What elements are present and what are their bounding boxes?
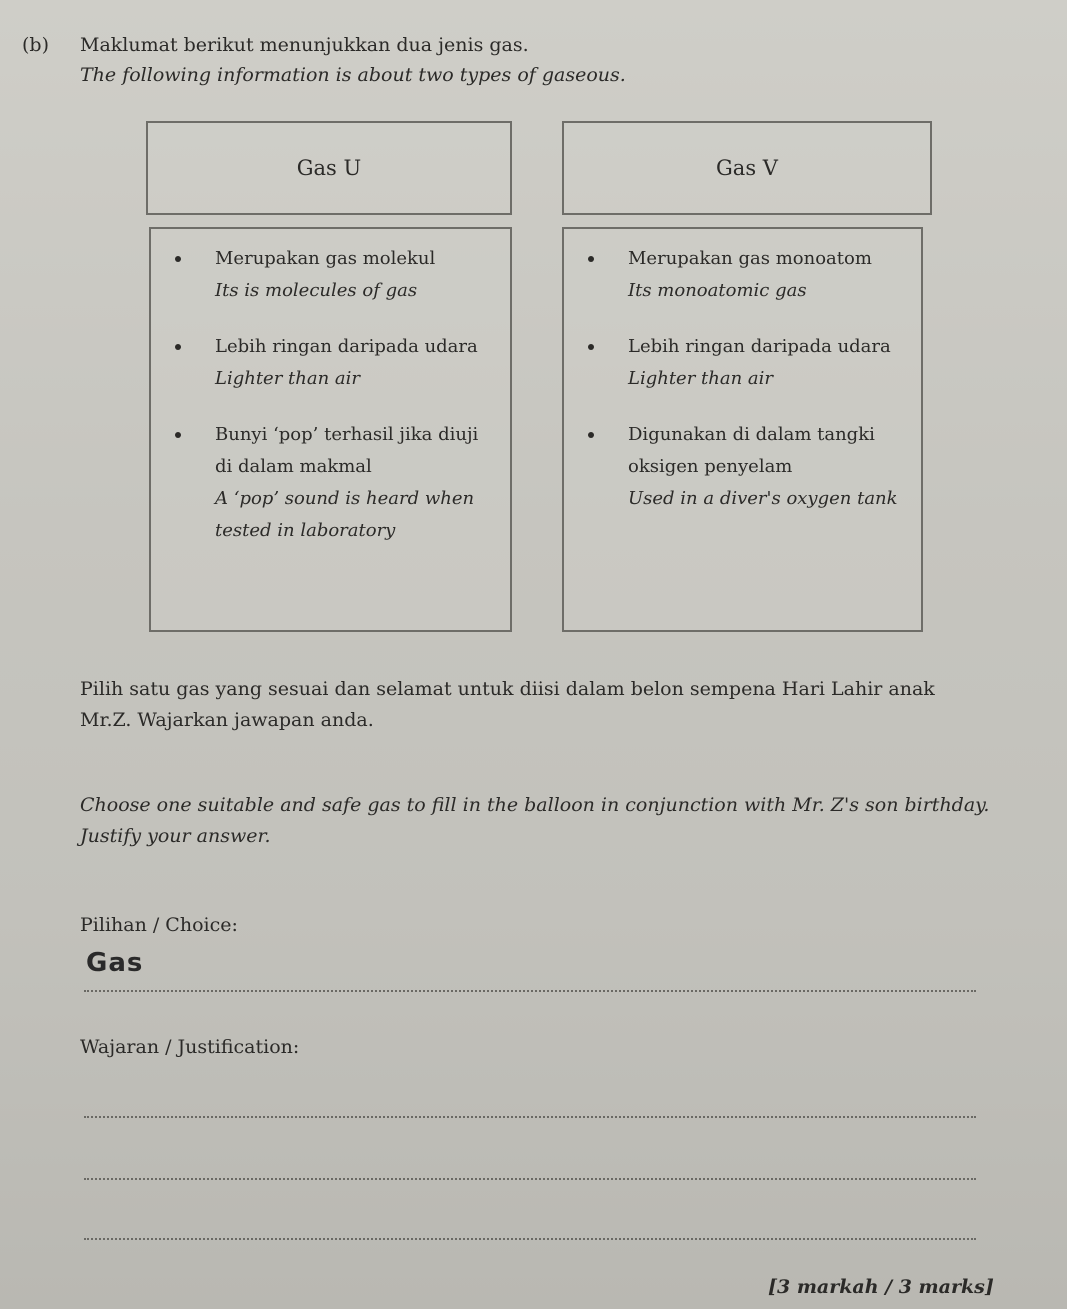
instruction-english: Choose one suitable and safe gas to fill in the balloon in conjunction with Mr. Z's son birthday. Justify your answer. xyxy=(80,794,990,847)
property-english: Its monoatomic gas xyxy=(628,280,807,301)
instruction-malay: Pilih satu gas yang sesuai dan selamat untuk diisi dalam belon sempena Hari Lahir anak Mr.Z. Wajarkan jawapan anda. xyxy=(80,678,935,731)
property-english: Used in a diver's oxygen tank xyxy=(628,488,898,509)
choice-label: Pilihan / Choice: xyxy=(80,914,238,936)
bullet-icon xyxy=(175,344,181,350)
bullet-icon xyxy=(175,256,181,262)
choice-answer-line[interactable] xyxy=(84,990,976,992)
gas-v-property xyxy=(588,419,905,515)
gas-u-title: Gas U xyxy=(296,156,362,180)
bullet-icon xyxy=(588,432,594,438)
property-malay: Digunakan di dalam tangki oksigen penyelam xyxy=(628,424,875,477)
gas-v-title: Gas V xyxy=(716,156,778,180)
gas-u-property xyxy=(175,331,494,395)
bullet-icon xyxy=(588,256,594,262)
justification-line[interactable] xyxy=(84,1238,976,1240)
gas-u-property xyxy=(175,419,494,547)
justification-line[interactable] xyxy=(84,1178,976,1180)
property-english: Lighter than air xyxy=(215,368,361,389)
gas-v-property xyxy=(588,331,905,395)
gas-u-property xyxy=(175,243,494,307)
gas-v-header xyxy=(562,121,932,215)
bullet-icon xyxy=(588,344,594,350)
justification-label: Wajaran / Justification: xyxy=(80,1036,300,1058)
gas-u-properties xyxy=(149,227,512,632)
bullet-icon xyxy=(175,432,181,438)
property-malay: Bunyi ‘pop’ terhasil jika diuji di dalam makmal xyxy=(215,424,479,477)
gas-v-property xyxy=(588,243,905,307)
intro-english: The following information is about two types of gaseous. xyxy=(80,64,626,86)
property-english: A ‘pop’ sound is heard when tested in laboratory xyxy=(215,488,475,541)
question-label: (b) xyxy=(22,34,49,56)
property-english: Its is molecules of gas xyxy=(215,280,418,301)
choice-answer[interactable]: Gas xyxy=(86,948,144,978)
justification-line[interactable] xyxy=(84,1116,976,1118)
marks-allocation: [3 markah / 3 marks] xyxy=(768,1276,994,1298)
property-malay: Merupakan gas monoatom xyxy=(628,248,872,269)
intro-malay: Maklumat berikut menunjukkan dua jenis gas. xyxy=(80,34,529,56)
gas-v-properties xyxy=(562,227,923,632)
property-malay: Merupakan gas molekul xyxy=(215,248,436,269)
property-malay: Lebih ringan daripada udara xyxy=(628,336,891,357)
property-english: Lighter than air xyxy=(628,368,774,389)
property-malay: Lebih ringan daripada udara xyxy=(215,336,478,357)
gas-u-header xyxy=(146,121,512,215)
